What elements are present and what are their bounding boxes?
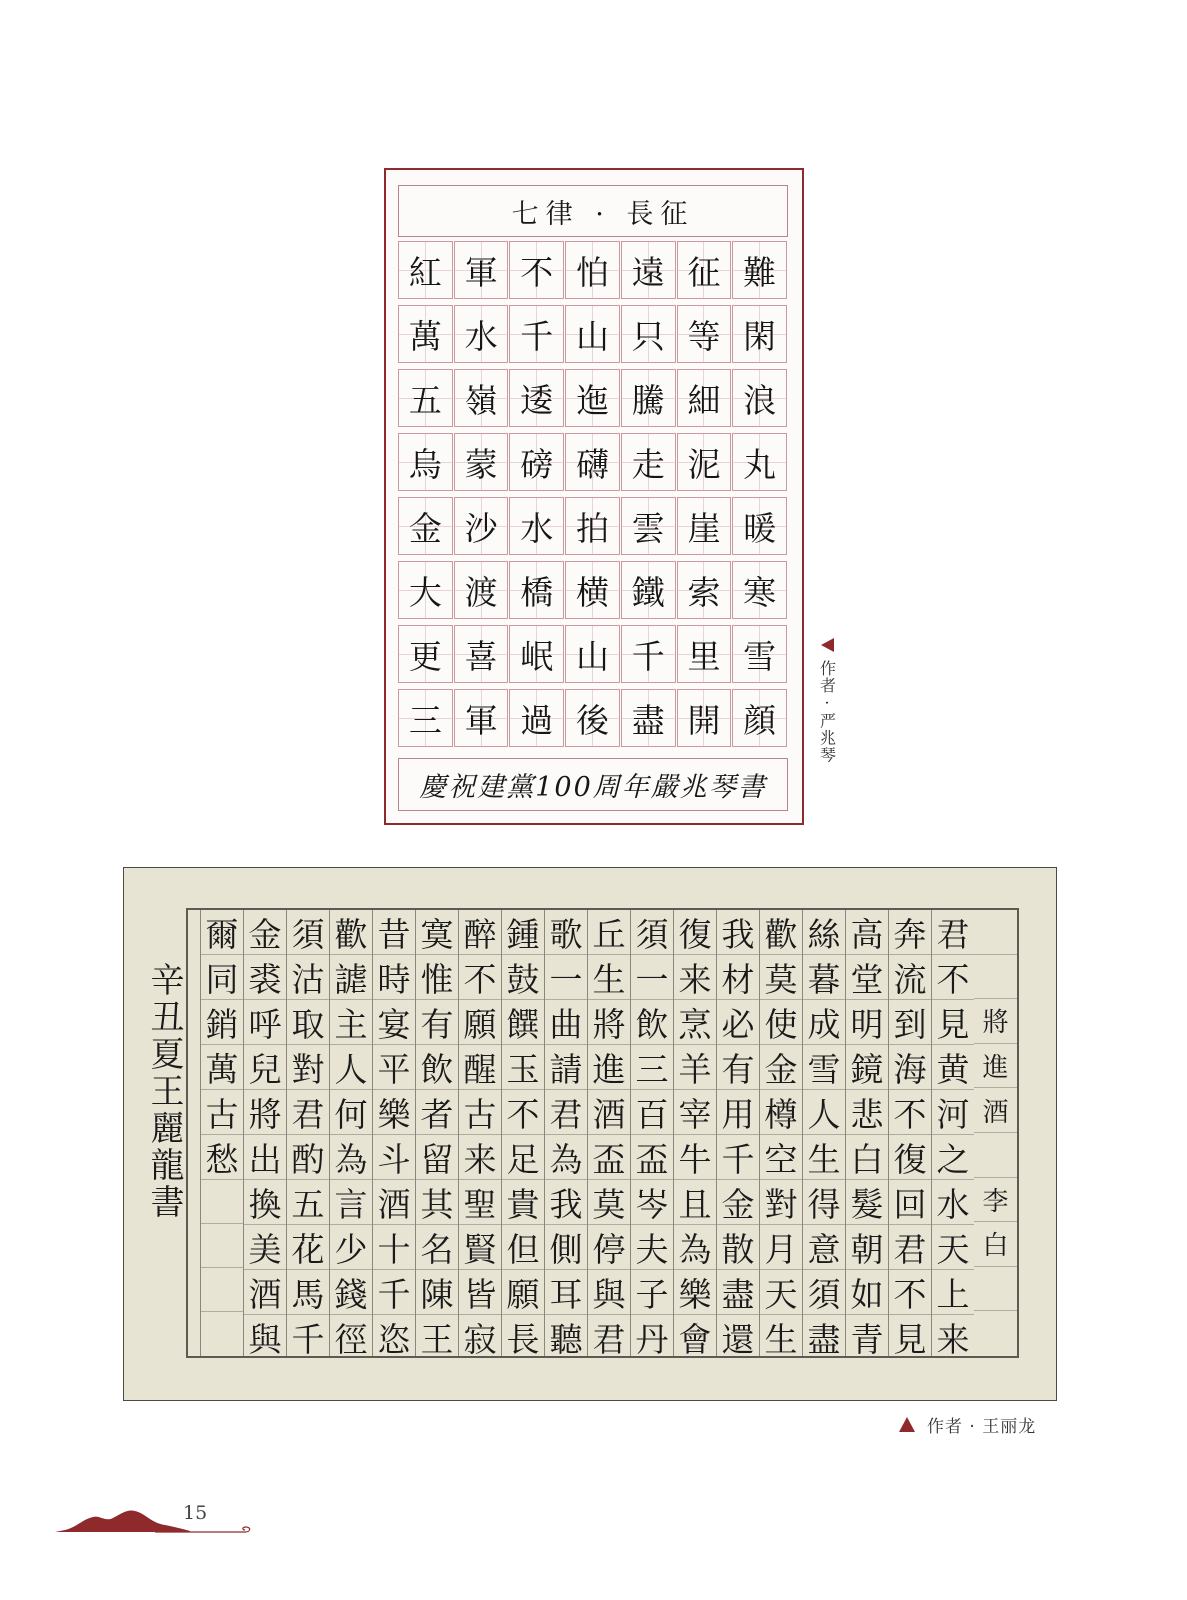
poem-char: 醒 [459,1045,501,1090]
poem-char: 主 [330,1000,372,1045]
poem-row [398,625,788,683]
poem-char: 須 [631,910,673,955]
poem-char: 酒 [974,1088,1017,1133]
poem-column [587,910,630,1359]
poem-char: 絲 [803,910,845,955]
poem-row [398,497,788,555]
poem-char: 嶺 [454,369,509,427]
poem-char: 李 [974,1178,1017,1223]
poem-char: 怕 [565,241,620,299]
poem-char: 意 [803,1225,845,1270]
poem-char: 丸 [732,433,787,491]
poem-row [398,561,788,619]
page-number: 15 [183,1502,208,1524]
poem-char: 盡 [717,1270,759,1315]
poem-char: 古 [201,1090,243,1135]
poem-char: 平 [373,1045,415,1090]
poem-char: 惟 [416,955,458,1000]
poem-char: 山 [565,625,620,683]
poem-column [716,910,759,1359]
poem-char: 爾 [201,910,243,955]
poem-char: 磅 [509,433,564,491]
poem-char: 樽 [760,1090,802,1135]
poem-char: 斗 [373,1135,415,1180]
author-tag-2 [899,1412,1036,1437]
poem-char: 與 [248,1320,282,1359]
poem-char: 寂 [463,1320,497,1359]
poem-char: 莫 [588,1180,630,1225]
poem-char: 征 [677,241,732,299]
poem-char: 千 [373,1270,415,1315]
poem-char [201,1180,243,1224]
poem-char: 烹 [674,1000,716,1045]
poem-char: 盡 [621,689,676,747]
poem-char: 紅 [398,241,453,299]
poem-char: 人 [330,1045,372,1090]
poem-char: 盃 [631,1135,673,1180]
poem-char: 愁 [201,1135,243,1180]
poem-grid [398,241,788,753]
poem-char: 空 [760,1135,802,1180]
poem-char: 流 [889,955,931,1000]
poem-char: 得 [803,1180,845,1225]
poem-char: 其 [416,1180,458,1225]
poem-row [398,241,788,299]
poem-char: 遠 [621,241,676,299]
poem-column [974,910,1017,1356]
poem-char: 浪 [732,369,787,427]
poem-title: 七律 · 長征 [511,198,695,230]
poem-column [845,910,888,1359]
poem-char: 飲 [416,1045,458,1090]
poem-char: 白 [846,1135,888,1180]
poem-char: 散 [717,1225,759,1270]
poem-char: 顔 [732,689,787,747]
poem-char: 大 [398,561,453,619]
poem-char: 成 [803,1000,845,1045]
author-label: 作者 · 严兆琴 [817,660,837,764]
poem-char: 髮 [846,1180,888,1225]
poem-char: 我 [545,1180,587,1225]
poem-char: 烏 [398,433,453,491]
poem-char: 到 [889,1000,931,1045]
poem-char: 夫 [631,1225,673,1270]
poem-char: 馬 [287,1270,329,1315]
poem-char: 銷 [201,1000,243,1045]
poem-char: 有 [717,1045,759,1090]
poem-char: 軍 [454,241,509,299]
poem-char: 我 [717,910,759,955]
poem-char: 生 [764,1320,798,1359]
poem-char: 萬 [398,305,453,363]
poem-char: 願 [459,1000,501,1045]
poem-char: 寞 [416,910,458,955]
poem-char: 酌 [287,1135,329,1180]
poem-char: 月 [760,1225,802,1270]
poem-char: 名 [416,1225,458,1270]
poem-title-box [398,185,788,237]
poem-char: 兒 [244,1045,286,1090]
poem-char: 取 [287,1000,329,1045]
poem-char: 生 [803,1135,845,1180]
poem-char: 来 [459,1135,501,1180]
poem-char: 山 [565,305,620,363]
poem-column [458,910,501,1359]
poem-column [415,910,458,1359]
signature-text: 慶祝建黨100周年嚴兆琴書 [419,772,767,803]
poem-char: 寒 [732,561,787,619]
poem-char: 酒 [373,1180,415,1225]
poem-char: 過 [509,689,564,747]
poem-char: 天 [932,1225,974,1270]
poem-char: 莫 [760,955,802,1000]
poem-char: 呼 [244,1000,286,1045]
poem-char: 岷 [509,625,564,683]
poem-column [630,910,673,1359]
poem-char: 蒙 [454,433,509,491]
arrow-up-icon [899,1417,915,1432]
poem-char [201,1268,243,1312]
poem-char: 雪 [803,1045,845,1090]
poem-char: 軍 [454,689,509,747]
poem-char: 有 [416,1000,458,1045]
poem-char: 鼓 [502,955,544,1000]
poem-char: 奔 [889,910,931,955]
poem-char: 如 [846,1270,888,1315]
poem-char: 泥 [677,433,732,491]
poem-char [974,910,1017,955]
poem-char: 復 [889,1135,931,1180]
poem-char: 更 [398,625,453,683]
poem-char: 朝 [846,1225,888,1270]
poem-char: 騰 [621,369,676,427]
poem-char: 開 [677,689,732,747]
poem-char: 見 [932,1000,974,1045]
poem-char: 不 [509,241,564,299]
poem-char: 索 [677,561,732,619]
poem-char: 為 [545,1135,587,1180]
poem-char: 生 [588,955,630,1000]
poem-char [974,1267,1017,1312]
poem-char: 不 [459,955,501,1000]
poem-char: 青 [850,1320,884,1359]
poem-char: 難 [732,241,787,299]
poem-char: 逶 [509,369,564,427]
poem-char: 一 [631,955,673,1000]
poem-char: 進 [974,1044,1017,1089]
poem-char: 上 [932,1270,974,1315]
poem-char: 昔 [373,910,415,955]
poem-char: 雪 [732,625,787,683]
poem-char: 渡 [454,561,509,619]
poem-char [974,1311,1017,1356]
poem-char: 崖 [677,497,732,555]
poem-char: 五 [287,1180,329,1225]
poem-char: 材 [717,955,759,1000]
poem-char: 留 [416,1135,458,1180]
poem-char: 三 [398,689,453,747]
poem-char: 歌 [545,910,587,955]
poem-char: 里 [677,625,732,683]
poem-char: 為 [330,1135,372,1180]
poem-char: 千 [291,1320,325,1359]
poem-char: 拍 [565,497,620,555]
poem-char: 金 [760,1045,802,1090]
poem-char: 但 [502,1225,544,1270]
poem-char: 須 [803,1270,845,1315]
poem-char: 聽 [549,1320,583,1359]
poem-char: 飲 [631,1000,673,1045]
poem-column [501,910,544,1359]
poem-column [372,910,415,1359]
poem-char: 君 [592,1320,626,1359]
poem-char: 千 [509,305,564,363]
poem-char: 沽 [287,955,329,1000]
poem-char: 丹 [635,1320,669,1359]
poem-column [931,910,974,1359]
poem-char: 進 [588,1045,630,1090]
poem-char: 不 [502,1090,544,1135]
poem-char: 等 [677,305,732,363]
poem-column [329,910,372,1359]
poem-char: 且 [674,1180,716,1225]
poem-char: 必 [717,1000,759,1045]
poem-char: 王 [420,1320,454,1359]
poem-char: 恣 [377,1320,411,1359]
author-tag-1 [814,638,840,763]
poem-char: 五 [398,369,453,427]
poem-char: 歡 [330,910,372,955]
poem-char: 不 [889,1090,931,1135]
poem-char: 美 [244,1225,286,1270]
poem-char: 願 [502,1270,544,1315]
poem-char: 十 [373,1225,415,1270]
poem-char: 君 [932,910,974,955]
poem-char: 徑 [334,1320,368,1359]
signature-box [398,758,788,811]
poem-char: 宴 [373,1000,415,1045]
poem-char: 賢 [459,1225,501,1270]
poem-char: 金 [244,910,286,955]
poem-char: 悲 [846,1090,888,1135]
poem-char: 宰 [674,1090,716,1135]
poem-char: 沙 [454,497,509,555]
poem-char: 白 [974,1222,1017,1267]
poem-char: 時 [373,955,415,1000]
poem-char: 千 [621,625,676,683]
poem-char: 鍾 [502,910,544,955]
poem-char: 高 [846,910,888,955]
poem-char: 君 [287,1090,329,1135]
author-label: 作者 · 王丽龙 [927,1417,1037,1437]
poem-char: 水 [509,497,564,555]
poem-char: 錢 [330,1270,372,1315]
poem-char: 聖 [459,1180,501,1225]
poem-char: 河 [932,1090,974,1135]
poem-char: 用 [717,1090,759,1135]
poem-char: 盡 [807,1320,841,1359]
poem-char: 人 [803,1090,845,1135]
poem-char: 對 [287,1045,329,1090]
poem-char: 換 [244,1180,286,1225]
poem-char: 橋 [509,561,564,619]
poem-char: 後 [565,689,620,747]
poem-column [286,910,329,1359]
poem-row [398,689,788,747]
poem-char: 天 [760,1270,802,1315]
poem-char: 為 [674,1225,716,1270]
poem-char: 會 [678,1320,712,1359]
poem-char: 不 [889,1270,931,1315]
poem-char: 百 [631,1090,673,1135]
poem-char: 將 [974,999,1017,1044]
poem-char: 雲 [621,497,676,555]
poem-char [201,1224,243,1268]
poem-char: 復 [674,910,716,955]
poem-char: 請 [545,1045,587,1090]
poem-char: 曲 [545,1000,587,1045]
poem-char: 萬 [201,1045,243,1090]
poem-char: 皆 [459,1270,501,1315]
poem-char: 岑 [631,1180,673,1225]
poem-char: 暮 [803,955,845,1000]
poem-char: 三 [631,1045,673,1090]
poem-char: 何 [330,1090,372,1135]
poem-char: 不 [932,955,974,1000]
poem-column [802,910,845,1359]
poem-char: 使 [760,1000,802,1045]
poem-column [759,910,802,1359]
poem-char: 黄 [932,1045,974,1090]
poem-char: 側 [545,1225,587,1270]
calligraphy-work-jiangjinjiu [123,867,1057,1401]
poem-char: 千 [717,1135,759,1180]
poem-char: 須 [287,910,329,955]
poem-char: 横 [565,561,620,619]
poem-char: 耳 [545,1270,587,1315]
poem-char: 海 [889,1045,931,1090]
mountain-decoration-icon [55,1505,255,1535]
poem-column [888,910,931,1359]
poem-char: 堂 [846,955,888,1000]
poem-char: 暖 [732,497,787,555]
poem-char: 足 [502,1135,544,1180]
poem-char: 陳 [416,1270,458,1315]
poem-char: 来 [936,1320,970,1359]
poem-char: 古 [459,1090,501,1135]
poem-column [243,910,286,1359]
poem-char: 只 [621,305,676,363]
poem-column [544,910,587,1359]
poem-char: 長 [506,1320,540,1359]
poem-column [200,910,243,1356]
poem-char: 裘 [244,955,286,1000]
poem-char: 貴 [502,1180,544,1225]
poem-char: 喜 [454,625,509,683]
poem-char: 樂 [674,1270,716,1315]
poem-char: 回 [889,1180,931,1225]
poem-char: 閑 [732,305,787,363]
poem-char: 將 [244,1090,286,1135]
poem-char [974,1133,1017,1178]
poem-char: 謔 [330,955,372,1000]
poem-char: 丘 [588,910,630,955]
poem-char: 金 [717,1180,759,1225]
poem-char: 樂 [373,1090,415,1135]
poem-char: 来 [674,955,716,1000]
poem-char: 之 [932,1135,974,1180]
poem-char: 礴 [565,433,620,491]
poem-char: 停 [588,1225,630,1270]
poem-char: 明 [846,1000,888,1045]
poem-char: 一 [545,955,587,1000]
poem-char [201,1312,243,1356]
poem-char: 金 [398,497,453,555]
poem-char: 者 [416,1090,458,1135]
poem-char: 水 [932,1180,974,1225]
poem-char: 還 [721,1320,755,1359]
poem-char: 水 [454,305,509,363]
poem-char: 酒 [588,1090,630,1135]
poem-char: 走 [621,433,676,491]
arrow-left-icon [821,638,834,652]
poem-char: 同 [201,955,243,1000]
poem-grid [186,908,1019,1358]
poem-row [398,433,788,491]
poem-char: 歡 [760,910,802,955]
poem-char: 對 [760,1180,802,1225]
poem-char: 細 [677,369,732,427]
poem-char: 玉 [502,1045,544,1090]
signature-text: 辛丑夏王麗龍書 [144,962,184,1221]
poem-char: 醉 [459,910,501,955]
poem-column [673,910,716,1359]
poem-char: 見 [893,1320,927,1359]
poem-char: 君 [889,1225,931,1270]
poem-char: 花 [287,1225,329,1270]
poem-char: 饌 [502,1000,544,1045]
poem-char: 與 [588,1270,630,1315]
poem-char: 子 [631,1270,673,1315]
poem-row [398,369,788,427]
poem-char: 將 [588,1000,630,1045]
poem-char: 出 [244,1135,286,1180]
poem-char: 鐵 [621,561,676,619]
poem-row [398,305,788,363]
poem-char: 迤 [565,369,620,427]
poem-char: 酒 [244,1270,286,1315]
poem-char: 盃 [588,1135,630,1180]
poem-char: 言 [330,1180,372,1225]
poem-char: 羊 [674,1045,716,1090]
poem-char: 少 [330,1225,372,1270]
poem-char: 牛 [674,1135,716,1180]
poem-char: 君 [545,1090,587,1135]
calligraphy-work-changzheng [384,168,804,825]
poem-char: 鏡 [846,1045,888,1090]
poem-char [974,955,1017,1000]
